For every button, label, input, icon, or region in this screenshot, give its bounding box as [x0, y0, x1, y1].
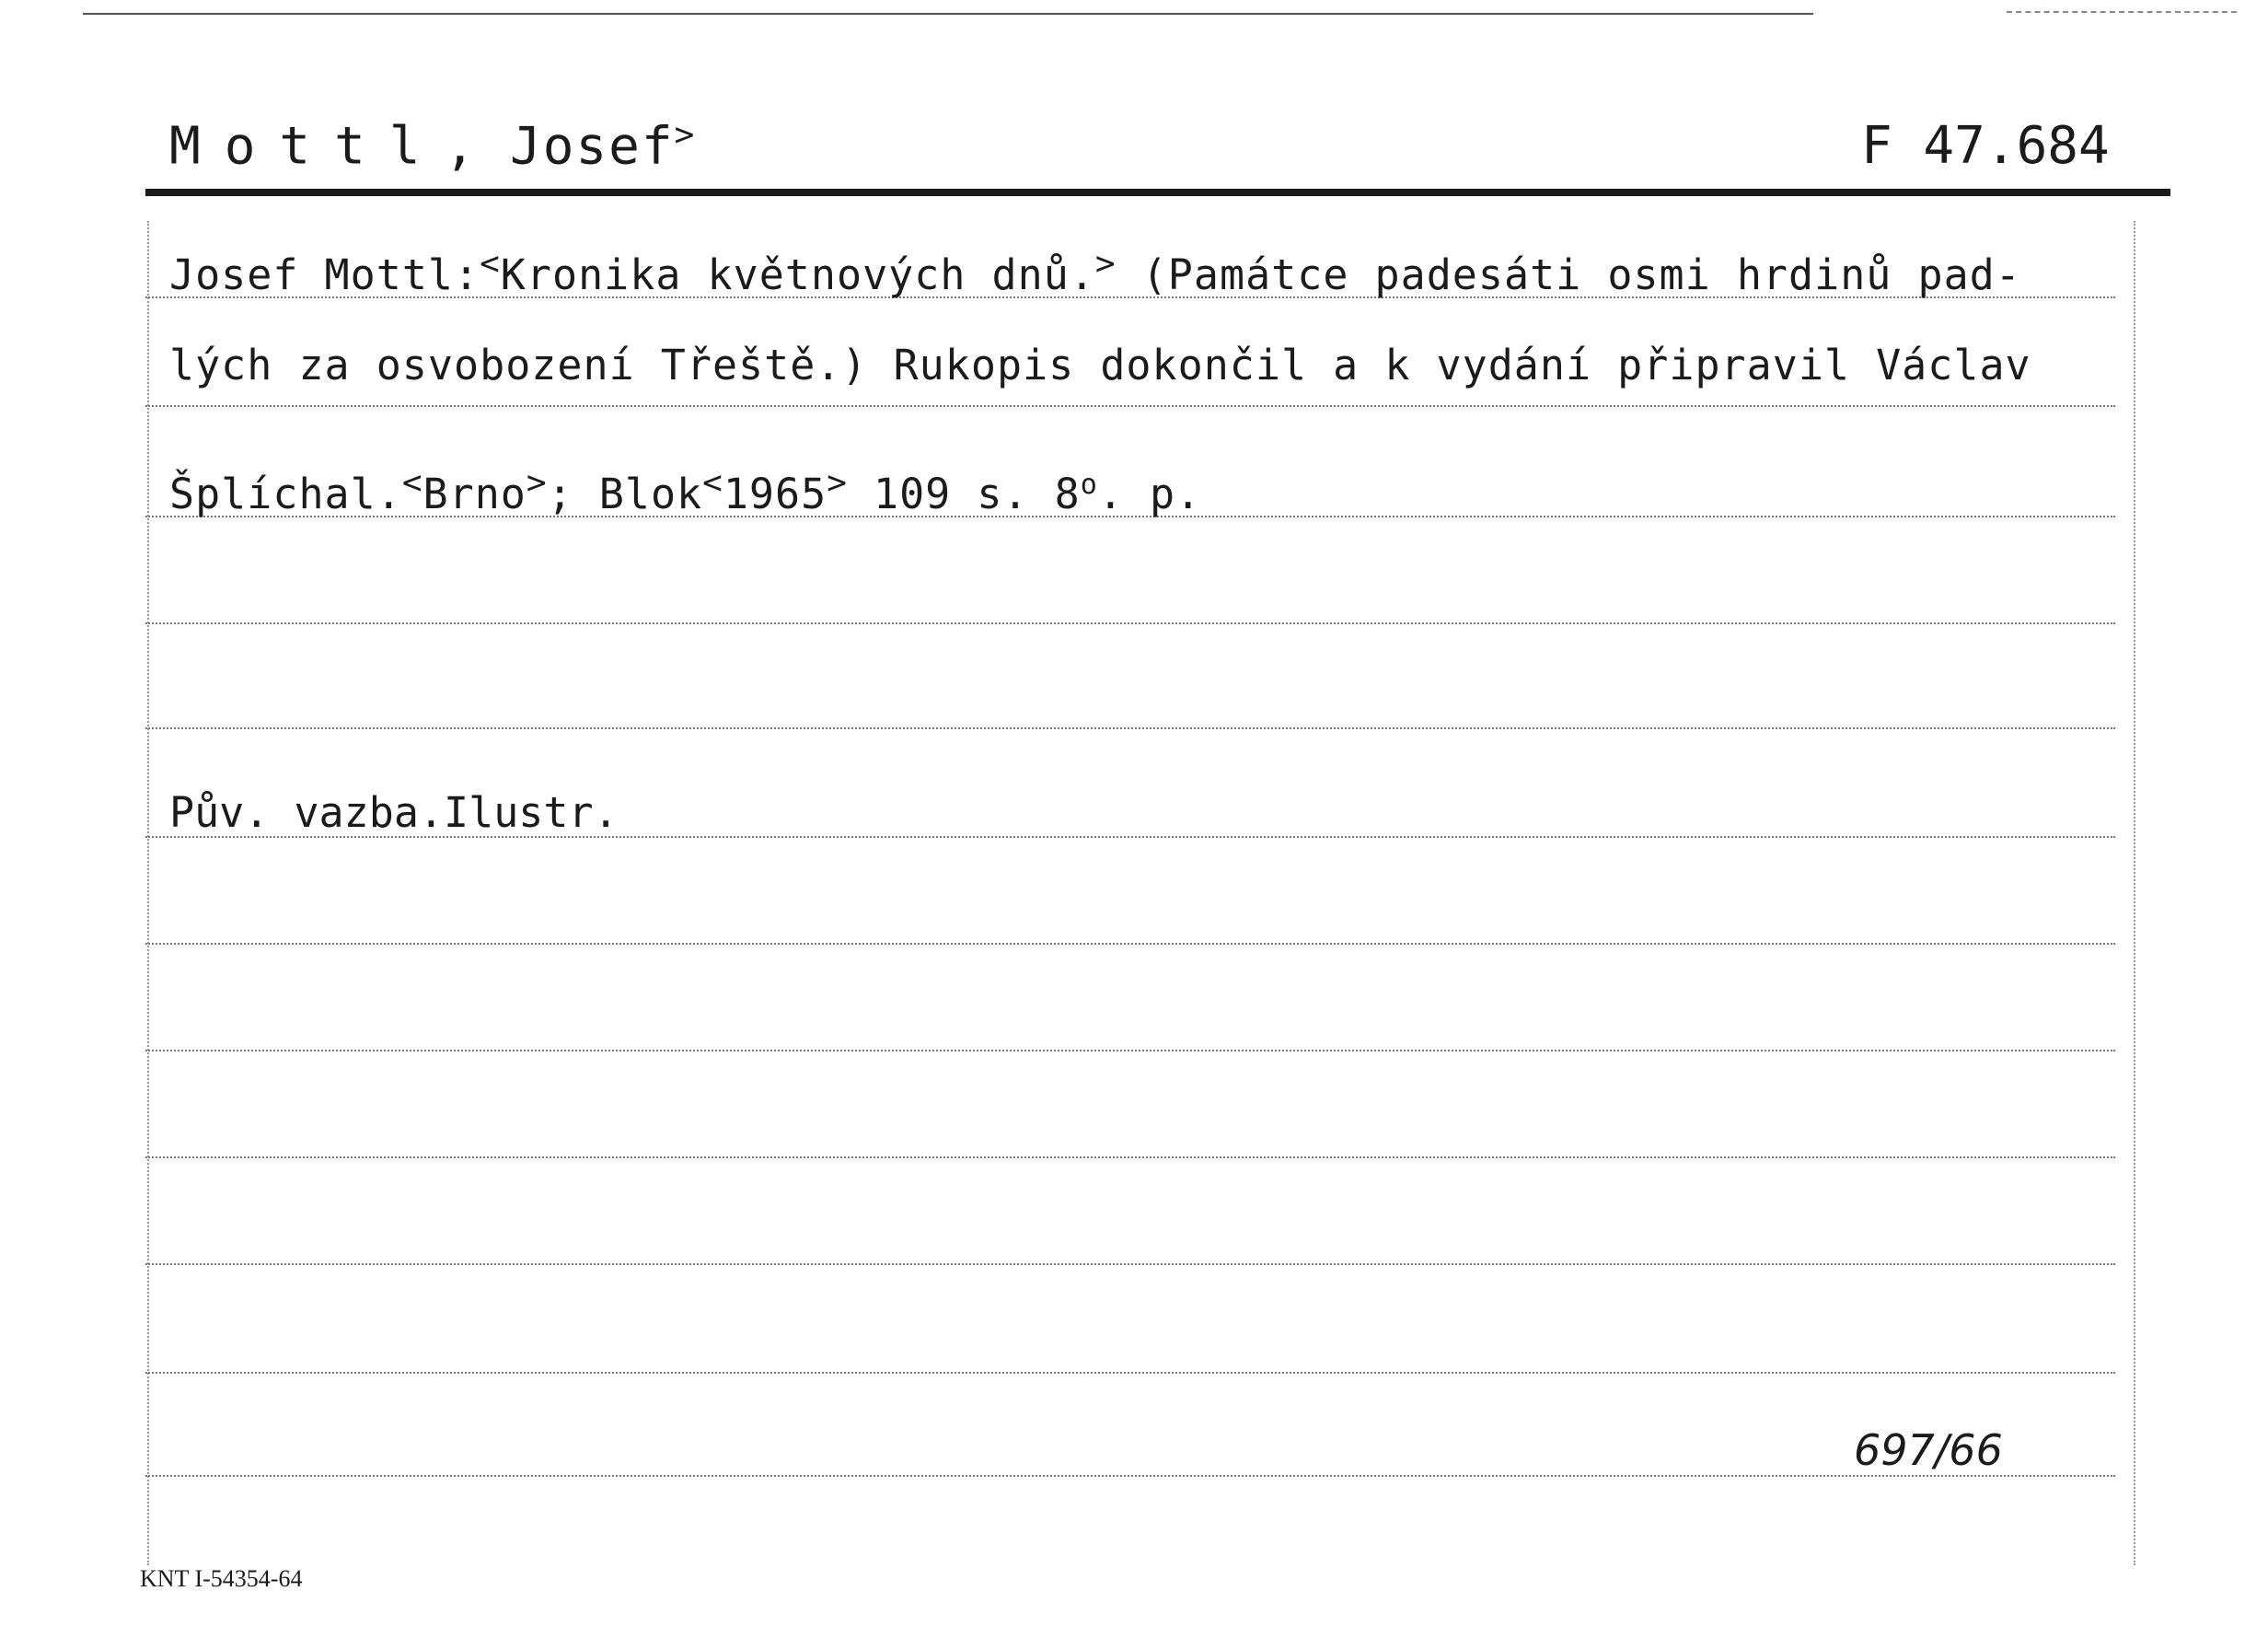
heading-rule: [145, 189, 2170, 196]
editor-mark: >: [526, 464, 548, 502]
editor-mark: <: [702, 464, 723, 502]
description-line-3: [169, 464, 1201, 518]
ruled-line: [145, 1372, 2115, 1374]
shelf-signature: F 47.684: [1861, 116, 2110, 176]
description-line-1: [169, 245, 2021, 299]
binding-note: Pův. vazba.Ilustr.: [169, 788, 619, 837]
format-degree: o: [1080, 469, 1098, 501]
ruled-line: [145, 1475, 2115, 1477]
top-edge-line: [83, 13, 1813, 15]
subtitle-text: (Památce padesáti osmi hrdinů pad-: [1116, 250, 2021, 299]
author-given-name: Josef: [510, 116, 675, 177]
author-mark: >: [674, 116, 697, 154]
author-heading: [169, 116, 696, 177]
title-text: Kronika květnových dnů.: [500, 250, 1095, 299]
left-dotted-edge: [147, 221, 149, 1565]
place-of-publication: Brno: [422, 470, 526, 518]
editor-mark: <: [401, 464, 423, 502]
ruled-line: [145, 727, 2115, 729]
ruled-line: [145, 622, 2115, 624]
editor-name: Šplíchal.: [169, 470, 402, 518]
ruled-line: [145, 1050, 2115, 1051]
accession-number: 697/66: [1854, 1425, 2003, 1475]
editor-mark: >: [827, 464, 848, 502]
printer-mark: KNT I-54354-64: [140, 1565, 303, 1592]
editor-mark: <: [480, 245, 501, 283]
author-surname: Mottl: [169, 116, 445, 177]
editor-mark: >: [1094, 245, 1117, 283]
author-statement: Josef Mottl:: [169, 250, 480, 299]
description-line-2: lých za osvobození Třeště.) Rukopis dokončil a k vydání připravil Václav: [169, 341, 2031, 389]
ruled-line: [145, 405, 2115, 407]
publication-year: 1965: [723, 470, 827, 518]
extent: 109 s. 8: [847, 470, 1081, 518]
ruled-line: [145, 1263, 2115, 1265]
top-edge-line-right: [2007, 11, 2237, 13]
author-comma: ,: [444, 116, 478, 177]
publisher: ; Blok: [547, 470, 703, 518]
right-dotted-edge: [2134, 221, 2135, 1565]
ruled-line: [145, 943, 2115, 945]
format-suffix: . p.: [1097, 470, 1202, 518]
ruled-line: [145, 1156, 2115, 1158]
